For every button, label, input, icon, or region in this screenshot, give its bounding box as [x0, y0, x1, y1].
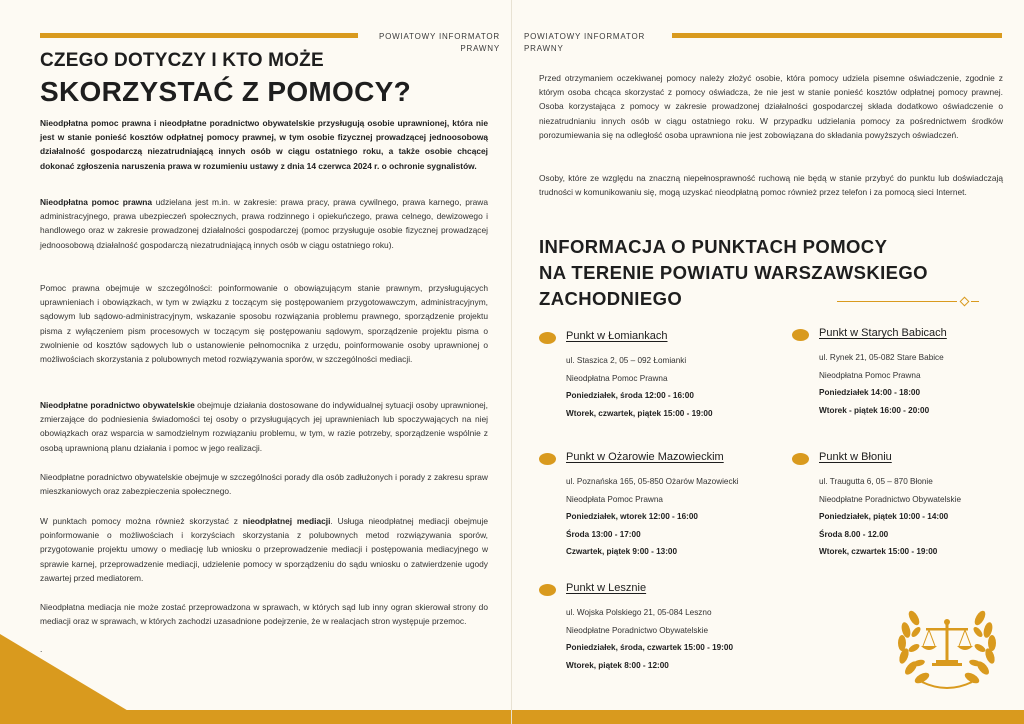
point-hours: Poniedziałek, piątek 10:00 - 14:00: [819, 512, 949, 521]
page-title-line1: CZEGO DOTYCZY I KTO MOŻE: [40, 50, 324, 71]
point-hours: Wtorek - piątek 16:00 - 20:00: [819, 405, 930, 415]
point-type: Nieodpłatna Pomoc Prawna: [566, 373, 668, 383]
civic-advice-scope-paragraph: Nieodpłatne poradnictwo obywatelskie obejmuje w szczególności porady dla osób zadłużonych i porady z zakresu spraw mieszkaniowych oraz zabezpieczenia społecznego.: [40, 472, 488, 497]
civic-advice-paragraph: Nieodpłatne poradnictwo obywatelskie obejmuje działania dostosowane do indywidualnej sytuacji osoby uprawnionej, zmierzające do podniesienia świadomości tej osoby o przysługujących jej uprawnieniach lub spoczywających na niej obowiązkach oraz wsparcia w samodzielnym rozwiązaniu problemu, w tym, w razie potrzeby, sporządzenie wspólnie z osobą uprawnioną planu działania i pomoc w jego realizacji.: [40, 400, 488, 453]
point-address: ul. Poznańska 165, 05-850 Ożarów Mazowiecki: [566, 477, 739, 486]
point-hours: Wtorek, czwartek, piątek 15:00 - 19:00: [566, 408, 713, 418]
point-hours: Poniedziałek, wtorek 12:00 - 16:00: [566, 512, 698, 521]
point-hours: Czwartek, piątek 9:00 - 13:00: [566, 547, 678, 556]
bullet-dot-icon: [792, 329, 809, 341]
eligibility-paragraph: Nieodpłatna pomoc prawna i nieodpłatne poradnictwo obywatelskie przysługują osobie uprawnionej, która nie jest w stanie ponieść kosztów odpłatnej pomocy prawnej, w tym osobie fizycznej prowadzącej jednoosobową działalność gospodarczą niezatrudniającą innych osób w ciągu ostatniego roku, a także osobie chcącej dokonać zgłoszenia naruszenia prawa w rozumieniu ustawy z dnia 14 czerwca 2024 r. o ochronie sygnalistów.: [40, 118, 488, 171]
point-name: Punkt w Błoniu: [819, 451, 892, 463]
point-hours: Poniedziałek, środa 12:00 - 16:00: [566, 391, 694, 400]
point-address: ul. Staszica 2, 05 – 092 Łomianki: [566, 356, 687, 365]
right-page: [512, 0, 1024, 724]
bullet-dot-icon: [539, 332, 556, 344]
point-hours: Wtorek, piątek 8:00 - 12:00: [566, 660, 669, 670]
laurel-wreath-icon: [892, 588, 1002, 698]
bullet-dot-icon: [539, 584, 556, 596]
legal-aid-scope-paragraph: Nieodpłatna pomoc prawna udzielana jest m.in. w zakresie: prawa pracy, prawa cywilnego, prawa karnego, prawa administracyjnego, prawa ubezpieczeń społecznych, prawa rodzinnego i opiekuńczego, prawa celnego, dewizowego i handlowego oraz w zakresie prowadzonej działalności gospodarczej (pomoc przysługuje osobie fizycznej prowadzącej jednoosobową działalność gospodarczą niezatrudniającą innych osób w ciągu ostatniego roku).: [40, 197, 489, 250]
point-address: ul. Traugutta 6, 05 – 870 Błonie: [819, 477, 933, 486]
mediation-paragraph: W punktach pomocy można również skorzystać z nieodpłatnej mediacji. Usługa nieodpłatnej mediacji obejmuje poinformowanie o możliwościach i korzyściach skorzystania z polubownych metod rozwiązywania sporów, przygotowanie projektu umowy o mediację lub wniosku o przeprowadzenie mediacji i postępowania mediacyjnego w sprawie karnej, przeprowadzenie mediacji, udzielenie pomocy w sporządzeniu do sądu wniosku o zatwierdzenie ugody zawartej przed mediatorem.: [40, 516, 488, 583]
header-bar: [672, 33, 1002, 38]
legal-aid-includes-paragraph: Pomoc prawna obejmuje w szczególności: poinformowanie o obowiązującym stanie prawnym, przysługujących uprawnieniach i obowiązkach, w tym w związku z toczącym się postępowaniem przygotowawczym, administracyjnym, sądowym lub sądowo-administracyjnym, wskazanie sposobu rozwiązania problemu prawnego, sporządzenie projektu pisma z wyłączeniem pism procesowych w toczącym się postępowaniu sądowym, sporządzenie projektu pisma o zwolnienie od kosztów sądowych lub o ustanowienie pełnomocnika z urzędu, poinformowanie osoby uprawnionej o możliwościach skorzystania z polubownych metod rozwiązywania sporów, w szczególności mediacji.: [40, 283, 488, 365]
point-type: Nieodpłatne Poradnictwo Obywatelskie: [819, 494, 961, 504]
bullet-dot-icon: [539, 453, 556, 465]
point-name: Punkt w Lesznie: [566, 582, 647, 594]
section-title: INFORMACJA O PUNKTACH POMOCY NA TERENIE POWIATU WARSZAWSKIEGO ZACHODNIEGO: [539, 236, 928, 309]
point-hours: Poniedziałek, środa, czwartek 15:00 - 19:00: [566, 643, 734, 652]
scales-of-justice-icon: [921, 619, 973, 666]
diamond-ornament-icon: [837, 297, 977, 307]
point-hours: Poniedziałek 14:00 - 18:00: [819, 388, 921, 397]
point-hours: Środa 13:00 - 17:00: [566, 529, 641, 539]
header-label: POWIATOWY INFORMATOR PRAWNY: [524, 32, 646, 53]
bottom-strip: [512, 710, 1024, 724]
declaration-paragraph: Przed otrzymaniem oczekiwanej pomocy należy złożyć osobie, która pomocy udziela pisemne oświadczenie, zgodnie z którym osoba chcąca skorzystać z pomocy oświadcza, że nie jest w stanie ponieść kosztów odpłatnej pomocy prawnej. Osoba korzystająca z pomocy w zakresie prowadzonej działalności gospodarczej składa dodatkowo oświadczenie o niezatrudnianiu innych osób w ciągu ostatniego roku. W przypadku udzielania pomocy za pośrednictwem środków porozumiewania się na odległość osoba uprawniona nie jest zobowiązana do składania powyższych oświadczeń.: [539, 73, 1003, 140]
remote-help-paragraph: Osoby, które ze względu na znaczną niepełnosprawność ruchową nie będą w stanie przybyć do punktu lub doświadczają trudności w komunikowaniu się, mogą uzyskać nieodpłatną pomoc również przez telefon i za pomocą sieci Internet.: [539, 173, 1003, 198]
point-name: Punkt w Ożarowie Mazowieckim: [566, 451, 724, 463]
point-type: Nieodpłatne Poradnictwo Obywatelskie: [566, 625, 708, 635]
header-label: POWIATOWY INFORMATOR PRAWNY: [378, 32, 500, 53]
point-type: Nieodpłatna Pomoc Prawna: [819, 370, 921, 380]
point-name: Punkt w Starych Babicach: [819, 327, 947, 339]
trailing-dot: .: [40, 644, 43, 654]
point-address: ul. Rynek 21, 05-082 Stare Babice: [819, 353, 944, 362]
point-type: Nieodpłata Pomoc Prawna: [566, 494, 663, 504]
point-name: Punkt w Łomiankach: [566, 330, 668, 342]
bottom-strip: [0, 710, 512, 724]
point-hours: Wtorek, czwartek 15:00 - 19:00: [819, 547, 938, 556]
point-hours: Środa 8.00 - 12.00: [819, 529, 889, 539]
bullet-dot-icon: [792, 453, 809, 465]
point-address: ul. Wojska Polskiego 21, 05-084 Leszno: [566, 608, 712, 617]
header-bar: [40, 33, 358, 38]
page-title-line2: SKORZYSTAĆ Z POMOCY?: [40, 76, 412, 107]
mediation-limits-paragraph: Nieodpłatna mediacja nie może zostać przeprowadzona w sprawach, w których sąd lub inny ogran skierował strony do mediacji oraz w sprawach, w których zachodzi uzasadnione podejrzenie, że w realacjach stron występuje przemoc.: [40, 602, 488, 627]
